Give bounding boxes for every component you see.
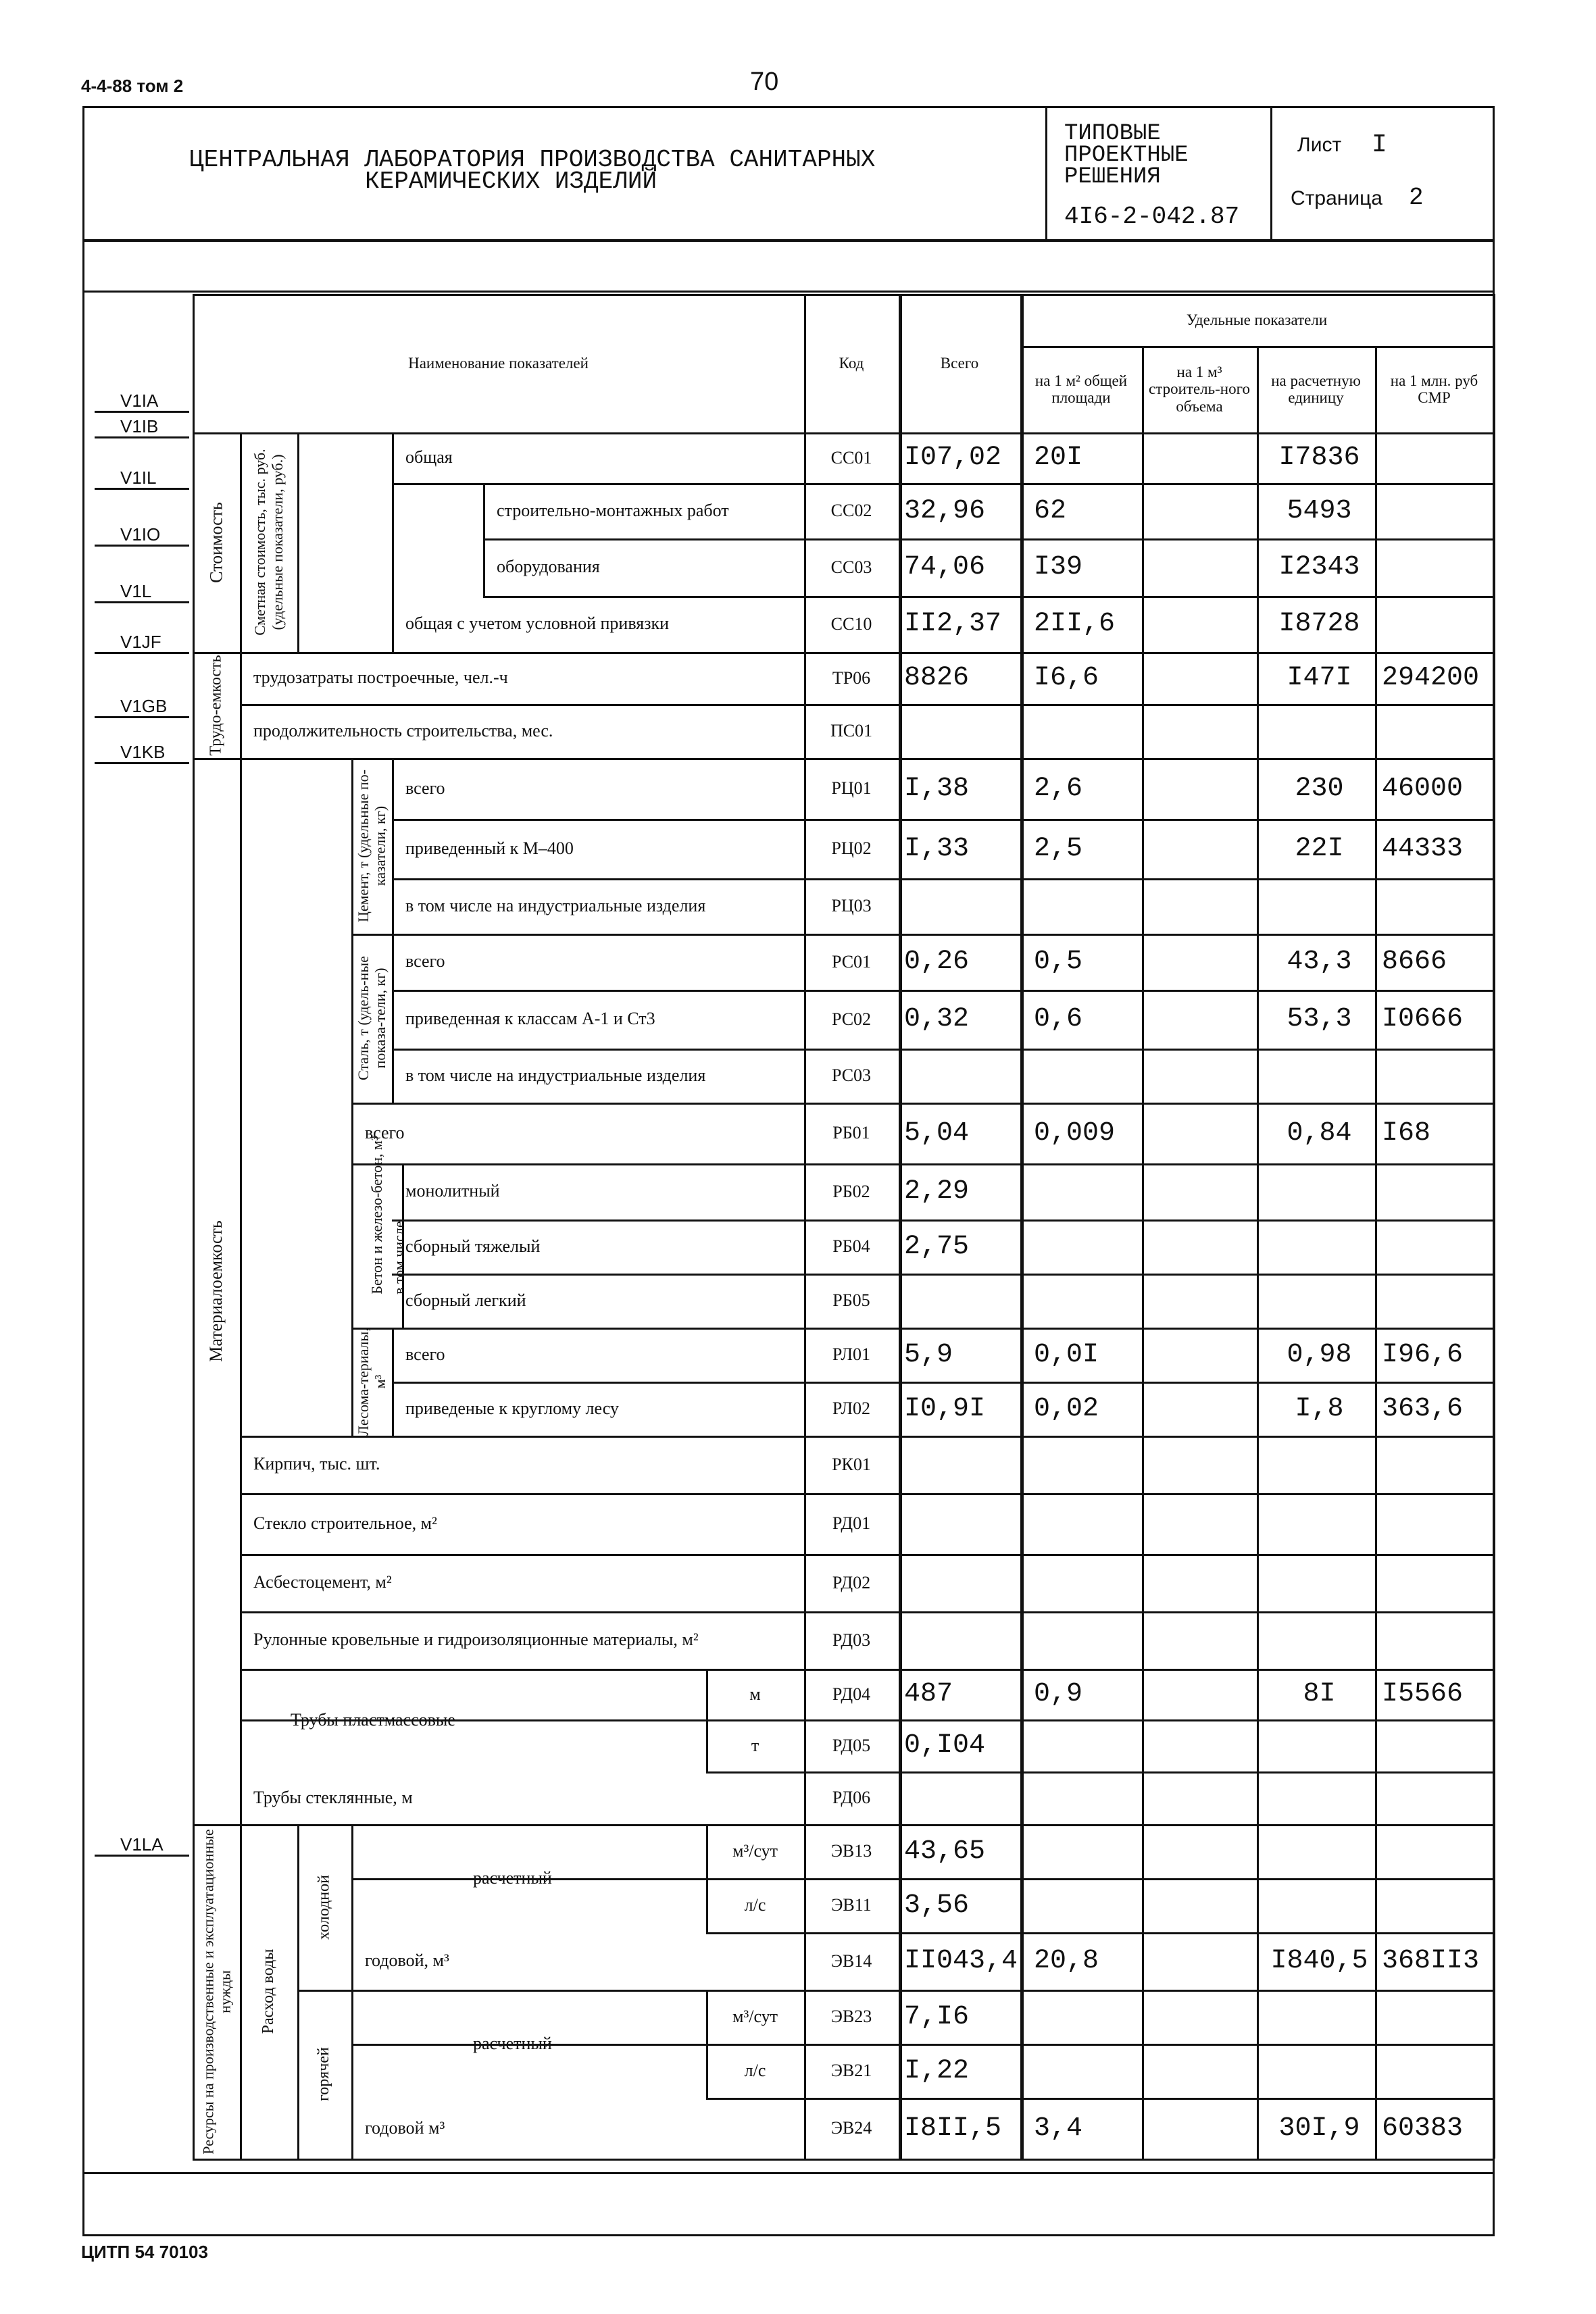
row-per-mln: 294200 (1382, 663, 1480, 693)
row-per-m3 (1142, 2044, 1257, 2098)
row-per-mln (1382, 1824, 1493, 1878)
row-total: 0,26 (904, 947, 970, 977)
row-per-unit: 22I (1295, 833, 1344, 864)
row-total: 0,32 (904, 1004, 970, 1034)
row-per-mln (1382, 596, 1493, 652)
row-unit: т (751, 1735, 759, 1755)
row-unit: м³/сут (732, 2007, 778, 2026)
row-name: общая с учетом условной привязки (405, 613, 670, 634)
row-per-m3 (1142, 1163, 1257, 1219)
sheet-label: Лист (1297, 134, 1342, 156)
row-total: I07,02 (904, 443, 1002, 473)
header-specific: Удельные показатели (1186, 311, 1328, 328)
row-per-m3 (1142, 990, 1257, 1049)
row-per-m3 (1142, 758, 1257, 819)
row-per-m2 (1034, 1274, 1142, 1328)
row-total: 8826 (904, 663, 970, 693)
row-per-mln (1382, 1493, 1493, 1554)
row-total: II2,37 (904, 609, 1002, 639)
row-per-m3 (1142, 1878, 1257, 1932)
row-per-mln (1382, 538, 1493, 596)
row-code: ЭВ14 (830, 1951, 872, 1971)
row-name: всего (365, 1122, 405, 1142)
row-name: Трубы пластмассовые (291, 1709, 455, 1730)
row-per-m2: 20,8 (1034, 1946, 1099, 1976)
row-total: 487 (904, 1679, 953, 1709)
row-per-m3 (1142, 1554, 1257, 1611)
row-code: ПС01 (830, 721, 873, 740)
row-per-mln: I5566 (1382, 1679, 1464, 1709)
row-per-unit (1270, 1049, 1368, 1103)
row-code: ЭВ21 (830, 2061, 872, 2080)
row-code: РД01 (832, 1513, 871, 1533)
row-per-unit (1270, 1824, 1368, 1878)
row-name: сборный легкий (405, 1290, 526, 1310)
row-per-m2: 0,5 (1034, 947, 1083, 977)
row-per-m3 (1142, 819, 1257, 878)
row-per-m2 (1034, 1219, 1142, 1274)
row-per-m2 (1034, 1990, 1142, 2044)
row-total: I,38 (904, 773, 970, 804)
row-per-unit: 43,3 (1287, 947, 1352, 977)
page-value: 2 (1409, 184, 1424, 211)
row-per-unit: 53,3 (1287, 1004, 1352, 1034)
row-per-m2: 2,6 (1034, 773, 1083, 804)
row-unit: м³/сут (732, 1841, 778, 1861)
row-per-mln (1382, 1436, 1493, 1493)
row-per-m2: I6,6 (1034, 663, 1099, 693)
row-per-mln (1382, 1990, 1493, 2044)
row-per-m2 (1034, 1719, 1142, 1771)
row-per-m2: 0,0I (1034, 1339, 1099, 1370)
row-code: РК01 (832, 1454, 871, 1474)
row-per-unit: 230 (1295, 773, 1344, 804)
row-total: 2,75 (904, 1231, 970, 1262)
margin-code: V1L (120, 581, 152, 601)
row-per-unit (1270, 1163, 1368, 1219)
row-per-m3 (1142, 596, 1257, 652)
page-number: 70 (750, 68, 779, 96)
row-per-m2 (1034, 1878, 1142, 1932)
row-name: Рулонные кровельные и гидроизоляционные материалы, м² (253, 1630, 699, 1650)
row-name: всего (405, 778, 445, 798)
group-labor: Трудо-емкость (207, 654, 225, 756)
row-per-m3 (1142, 1719, 1257, 1771)
row-code: РД03 (832, 1630, 871, 1650)
row-code: ЭВ11 (831, 1895, 872, 1915)
row-total (904, 1611, 1020, 1669)
row-per-unit (1270, 1878, 1368, 1932)
row-code: ЭВ24 (830, 2118, 872, 2138)
row-per-mln (1382, 1219, 1493, 1274)
row-name: сборный тяжелый (405, 1236, 541, 1256)
row-total: I8II,5 (904, 2113, 1002, 2144)
header-per-mln: на 1 млн. руб СМР (1390, 372, 1478, 406)
row-per-m2 (1034, 1611, 1142, 1669)
row-per-mln (1382, 432, 1493, 483)
row-per-m3 (1142, 1436, 1257, 1493)
row-per-mln: 46000 (1382, 773, 1464, 804)
group-cost-estimate: Сметная стоимость, тыс. руб. (удельные показатели, руб.) (251, 449, 286, 636)
tpr-line-1: ТИПОВЫЕ (1064, 121, 1161, 147)
row-total: 0,I04 (904, 1730, 986, 1761)
margin-code: V1LA (120, 1834, 164, 1855)
row-per-unit (1270, 704, 1368, 758)
row-per-m2: 20I (1034, 443, 1083, 473)
row-name: в том числе на индустриальные изделия (405, 895, 706, 915)
group-water: Расход воды (259, 1948, 277, 2034)
row-name: всего (405, 1344, 445, 1364)
row-name: расчетный (473, 1867, 552, 1888)
row-per-m2 (1034, 1824, 1142, 1878)
row-name: приведенный к М–400 (405, 838, 574, 858)
row-per-unit: 0,98 (1287, 1339, 1352, 1370)
row-per-m3 (1142, 1990, 1257, 2044)
row-code: РС02 (831, 1009, 872, 1029)
row-per-m3 (1142, 934, 1257, 990)
row-total: I,33 (904, 833, 970, 864)
row-per-mln: I68 (1382, 1117, 1431, 1149)
row-per-unit (1270, 1771, 1368, 1824)
row-per-m3 (1142, 1611, 1257, 1669)
row-code: РЛ02 (832, 1399, 871, 1418)
title-line-1: ЦЕНТРАЛЬНАЯ ЛАБОРАТОРИЯ ПРОИЗВОДСТВА САНИТАРНЫХ (189, 146, 876, 174)
row-per-unit: I8728 (1278, 609, 1360, 639)
row-code: РД02 (832, 1572, 871, 1592)
row-per-m2: 0,009 (1034, 1117, 1116, 1149)
tpr-line-2: ПРОЕКТНЫЕ (1064, 143, 1189, 168)
title-line-2: КЕРАМИЧЕСКИХ ИЗДЕЛИЙ (365, 168, 657, 195)
row-per-mln: 368II3 (1382, 1946, 1480, 1976)
row-per-m3 (1142, 432, 1257, 483)
row-per-m2: 0,6 (1034, 1004, 1083, 1034)
row-per-mln (1382, 1611, 1493, 1669)
group-concrete-incl: в том числе (390, 1220, 407, 1294)
row-code: ЭВ23 (830, 2007, 872, 2026)
row-per-m2: 62 (1034, 495, 1067, 526)
row-per-m2: 2II,6 (1034, 609, 1116, 639)
row-unit: л/с (744, 1895, 766, 1915)
header-per-unit: на расчетную единицу (1271, 372, 1361, 406)
row-per-mln (1382, 1719, 1493, 1771)
row-per-m2: I39 (1034, 552, 1083, 582)
row-per-unit: 5493 (1287, 495, 1352, 526)
row-code: РБ04 (832, 1236, 870, 1256)
row-total (904, 704, 1020, 758)
row-total: 7,I6 (904, 2001, 970, 2032)
row-per-mln (1382, 1878, 1493, 1932)
row-code: РД06 (832, 1788, 871, 1807)
row-per-m2: 0,9 (1034, 1679, 1083, 1709)
row-unit: л/с (744, 2061, 766, 2080)
row-total: 43,65 (904, 1836, 986, 1867)
group-timber: Лесома-териалы, м³ (354, 1328, 389, 1436)
row-unit: м (749, 1684, 761, 1704)
row-per-m2 (1034, 878, 1142, 934)
row-per-mln: I96,6 (1382, 1339, 1464, 1370)
row-total (904, 878, 1020, 934)
row-name: трудозатраты построечные, чел.-ч (253, 668, 508, 688)
row-total: II043,4 (904, 1946, 1018, 1976)
document-reference: 4-4-88 том 2 (81, 76, 184, 96)
row-per-m2 (1034, 1493, 1142, 1554)
row-per-mln: 44333 (1382, 833, 1464, 864)
row-per-m3 (1142, 1669, 1257, 1719)
row-name: продолжительность строительства, мес. (253, 720, 553, 740)
row-name: Кирпич, тыс. шт. (253, 1454, 380, 1474)
margin-code: V1IO (120, 524, 161, 545)
row-per-mln (1382, 1049, 1493, 1103)
row-per-m3 (1142, 1328, 1257, 1382)
row-per-mln (1382, 1554, 1493, 1611)
row-code: СС02 (830, 501, 872, 520)
row-code: ТР06 (832, 668, 871, 688)
header-per-m2: на 1 м² общей площади (1034, 372, 1128, 406)
header-code: Код (839, 354, 864, 372)
row-per-m3 (1142, 1824, 1257, 1878)
row-name: приведеные к круглому лесу (405, 1398, 619, 1418)
margin-code: V1KB (120, 742, 166, 762)
row-name: Асбестоцемент, м² (253, 1572, 392, 1592)
row-name: расчетный (473, 2033, 552, 2053)
row-total (904, 1554, 1020, 1611)
row-code: РЦ01 (831, 778, 872, 798)
row-per-m3 (1142, 1274, 1257, 1328)
row-total: 2,29 (904, 1176, 970, 1207)
row-per-m3 (1142, 704, 1257, 758)
margin-code: V1IL (120, 468, 157, 488)
row-per-m2 (1034, 1771, 1142, 1824)
row-per-m2 (1034, 704, 1142, 758)
row-per-m3 (1142, 1932, 1257, 1990)
row-per-mln (1382, 1771, 1493, 1824)
margin-code: V1IA (120, 391, 159, 411)
row-per-m3 (1142, 1049, 1257, 1103)
row-total: I,22 (904, 2055, 970, 2086)
margin-code: V1GB (120, 696, 168, 716)
group-concrete: Бетон и железо-бетон, м³ (368, 1136, 385, 1294)
row-per-mln: 60383 (1382, 2113, 1464, 2144)
header-name: Наименование показателей (408, 354, 589, 372)
row-name: монолитный (405, 1181, 500, 1201)
row-per-unit (1270, 1554, 1368, 1611)
row-total: I0,9I (904, 1393, 986, 1424)
row-name: всего (405, 951, 445, 972)
group-cement: Цемент, т (удельные по-казатели, кг) (354, 770, 389, 923)
group-hot-water: горячей (315, 2047, 333, 2101)
row-per-unit (1270, 1436, 1368, 1493)
row-per-m2: 3,4 (1034, 2113, 1083, 2144)
title-block (82, 106, 1495, 241)
group-material: Материалоемкость (206, 1220, 226, 1362)
row-per-unit: I,8 (1295, 1393, 1344, 1424)
row-name: Трубы стеклянные, м (253, 1787, 413, 1807)
row-name: годовой м³ (365, 2117, 445, 2138)
sheet-value: I (1372, 130, 1387, 159)
row-per-unit (1270, 1274, 1368, 1328)
row-per-unit (1270, 2044, 1368, 2098)
row-code: РД05 (832, 1735, 871, 1755)
row-code: РЦ02 (831, 838, 872, 858)
row-per-m3 (1142, 2098, 1257, 2159)
project-code: 4I6-2-042.87 (1064, 203, 1240, 230)
row-per-mln: 8666 (1382, 947, 1447, 977)
row-per-m3 (1142, 1219, 1257, 1274)
row-per-m3 (1142, 1382, 1257, 1436)
row-code: СС01 (830, 447, 872, 468)
group-cold-water: холодной (315, 1874, 333, 1940)
row-per-unit: I7836 (1278, 443, 1360, 473)
row-name: строительно-монтажных работ (497, 500, 729, 520)
row-name: оборудования (497, 557, 600, 577)
row-code: ЭВ13 (830, 1841, 872, 1861)
row-per-m2: 0,02 (1034, 1393, 1099, 1424)
row-code: РД04 (832, 1684, 871, 1704)
row-total: 32,96 (904, 495, 986, 526)
row-code: РБ05 (832, 1290, 870, 1310)
row-per-mln (1382, 1163, 1493, 1219)
row-per-m2 (1034, 1436, 1142, 1493)
row-name: годовой, м³ (365, 1951, 449, 1971)
row-per-unit (1270, 878, 1368, 934)
row-total (904, 1493, 1020, 1554)
row-total (904, 1771, 1020, 1824)
row-per-mln (1382, 704, 1493, 758)
row-code: РБ01 (832, 1123, 870, 1142)
footer-stamp: ЦИТП 54 70103 (81, 2242, 208, 2262)
row-per-m3 (1142, 538, 1257, 596)
row-code: СС03 (830, 557, 872, 577)
row-name: в том числе на индустриальные изделия (405, 1065, 706, 1085)
row-total (904, 1436, 1020, 1493)
group-steel: Сталь, т (удель-ные показа-тели, кг) (354, 956, 389, 1080)
row-per-unit (1270, 1990, 1368, 2044)
row-code: РС01 (831, 951, 872, 972)
row-total (904, 1274, 1020, 1328)
row-per-m3 (1142, 652, 1257, 704)
row-code: РЦ03 (831, 896, 872, 915)
row-per-unit: I2343 (1278, 552, 1360, 582)
margin-code: V1IB (120, 416, 159, 436)
row-per-m2: 2,5 (1034, 833, 1083, 864)
row-per-unit (1270, 1611, 1368, 1669)
row-per-unit (1270, 1219, 1368, 1274)
row-per-mln: 363,6 (1382, 1393, 1464, 1424)
row-per-m2 (1034, 1163, 1142, 1219)
row-per-m3 (1142, 1771, 1257, 1824)
row-code: РБ02 (832, 1181, 870, 1201)
row-code: РЛ01 (832, 1344, 871, 1364)
row-code: РС03 (831, 1065, 872, 1085)
row-per-m2 (1034, 2044, 1142, 2098)
row-name: Стекло строительное, м² (253, 1513, 437, 1533)
header-total: Всего (940, 354, 979, 372)
row-per-unit (1270, 1493, 1368, 1554)
row-per-m3 (1142, 878, 1257, 934)
row-per-unit: 8I (1303, 1679, 1336, 1709)
row-per-unit: 30I,9 (1278, 2113, 1360, 2144)
row-per-mln (1382, 878, 1493, 934)
group-resources: Ресурсы на производственные и эксплуатационные нужды (199, 1828, 233, 2155)
row-per-m2 (1034, 1554, 1142, 1611)
row-per-mln (1382, 483, 1493, 538)
row-total: 74,06 (904, 552, 986, 582)
row-per-unit (1270, 1719, 1368, 1771)
row-total: 5,04 (904, 1117, 970, 1149)
row-per-m3 (1142, 1493, 1257, 1554)
row-per-m3 (1142, 1103, 1257, 1163)
row-total: 3,56 (904, 1890, 970, 1921)
row-per-mln: I0666 (1382, 1004, 1464, 1034)
header-per-m3: на 1 м³ строитель-ного объема (1149, 363, 1250, 415)
row-name: общая (405, 447, 453, 468)
row-per-unit: I840,5 (1270, 1946, 1368, 1976)
group-cost: Стоимость (206, 501, 226, 583)
row-per-m3 (1142, 483, 1257, 538)
row-per-m2 (1034, 1049, 1142, 1103)
row-name: приведенная к классам А-1 и Ст3 (405, 1009, 655, 1029)
row-per-mln (1382, 1274, 1493, 1328)
page-label: Страница (1291, 187, 1382, 209)
row-per-unit: 0,84 (1287, 1117, 1352, 1149)
row-per-mln (1382, 2044, 1493, 2098)
row-per-unit: I47I (1287, 663, 1352, 693)
row-total (904, 1049, 1020, 1103)
margin-code: V1JF (120, 632, 161, 652)
row-total: 5,9 (904, 1339, 953, 1370)
row-code: СС10 (830, 613, 872, 634)
tpr-line-3: РЕШЕНИЯ (1064, 164, 1161, 190)
